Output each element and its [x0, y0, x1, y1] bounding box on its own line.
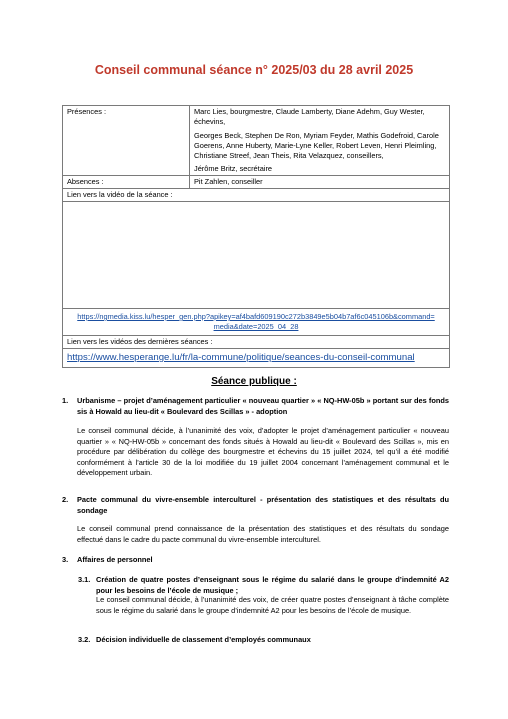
- video-link-row: [63, 309, 450, 336]
- video-label: Lien vers la vidéo de la séance :: [63, 189, 450, 202]
- item-3-heading: Affaires de personnel: [77, 555, 153, 564]
- presences-label: Présences :: [63, 106, 190, 176]
- presences-row: [63, 106, 450, 176]
- item-2-number: 2.: [62, 495, 69, 504]
- section-title: Séance publique :: [211, 376, 297, 387]
- absences-label: Absences :: [63, 176, 190, 189]
- presences-line-2: Georges Beck, Stephen De Ron, Myriam Feyder, Mathis Godefroid, Carole Goerens, Anne Huberty, Marie-Lyne Keller, Robert Leven, Henri Pleimling, Christiane Streef, Jean Theis, Rita Velazquez, conseillers,: [194, 131, 439, 160]
- item-3-2-number: 3.2.: [78, 635, 91, 644]
- presences-value: [190, 106, 450, 176]
- video-space-row: [63, 202, 450, 309]
- presences-line-3: Jérôme Britz, secrétaire: [194, 164, 273, 173]
- item-3-number: 3.: [62, 555, 69, 564]
- video-placeholder: [63, 202, 450, 309]
- item-2-heading: Pacte communal du vivre-ensemble interculturel - présentation des statistiques et des résultats du sondage: [77, 495, 449, 515]
- session-info-table: [62, 105, 450, 368]
- absences-row: [63, 176, 450, 189]
- item-3-1-number: 3.1.: [78, 575, 91, 584]
- video-label-row: [63, 189, 450, 202]
- item-2-text: Le conseil communal prend connaissance de la présentation des statistiques et des résultats du sondage effectué dans le cadre du pacte communal du vivre-ensemble interculturel.: [77, 524, 449, 544]
- videos-link-row: [63, 349, 450, 368]
- item-1-text: Le conseil communal décide, à l’unanimité des voix, d’adopter le projet d’aménagement particulier « nouveau quartier » « NQ-HW-05b » concernant des fonds situés à Howald au lieu-dit « Boulevard des Scillas », mis en procédure par délibération du collège des bourgmestre et échevins du 15 juillet 2024, tel qu’il a été modifié conformément à l’article 30 de la loi modifiée du 19 juillet 2004 concernant l’aménagement communal et le développement urbain.: [77, 426, 449, 478]
- videos-label: Lien vers les vidéos des dernières séances :: [63, 336, 450, 349]
- item-3-1-heading: Création de quatre postes d’enseignant sous le régime du salarié dans le groupe d’indemnité A2 pour les besoins de l’école de musique ;: [96, 575, 449, 595]
- videos-label-row: [63, 336, 450, 349]
- absences-value: Pit Zahlen, conseiller: [190, 176, 450, 189]
- presences-line-1: Marc Lies, bourgmestre, Claude Lamberty, Diane Adehm, Guy Wester, échevins,: [194, 107, 425, 126]
- item-1-heading: Urbanisme – projet d’aménagement particulier « nouveau quartier » « NQ-HW-05b » portant sur des fonds sis à Howald au lieu-dit « Boulevard des Scillas » - adoption: [77, 396, 449, 416]
- videos-link[interactable]: https://www.hesperange.lu/fr/la-commune/politique/seances-du-conseil-communal: [63, 349, 450, 368]
- item-1-number: 1.: [62, 396, 69, 405]
- page-title: Conseil communal séance n° 2025/03 du 28 avril 2025: [94, 63, 414, 77]
- item-3-2-heading: Décision individuelle de classement d’employés communaux: [96, 635, 311, 644]
- item-3-1-text: Le conseil communal décide, à l’unanimité des voix, de créer quatre postes d’enseignant à tâche complète sous le régime du salarié dans le groupe d’indemnité A2 pour les besoins de l’école de musique.: [96, 595, 449, 615]
- video-link[interactable]: https://ngmedia.kiss.lu/hesper_gen.php?apikey=af4bafd609190c272b3849e5b04b7af6c045106b&command=media&date=2025_04_28: [63, 309, 450, 336]
